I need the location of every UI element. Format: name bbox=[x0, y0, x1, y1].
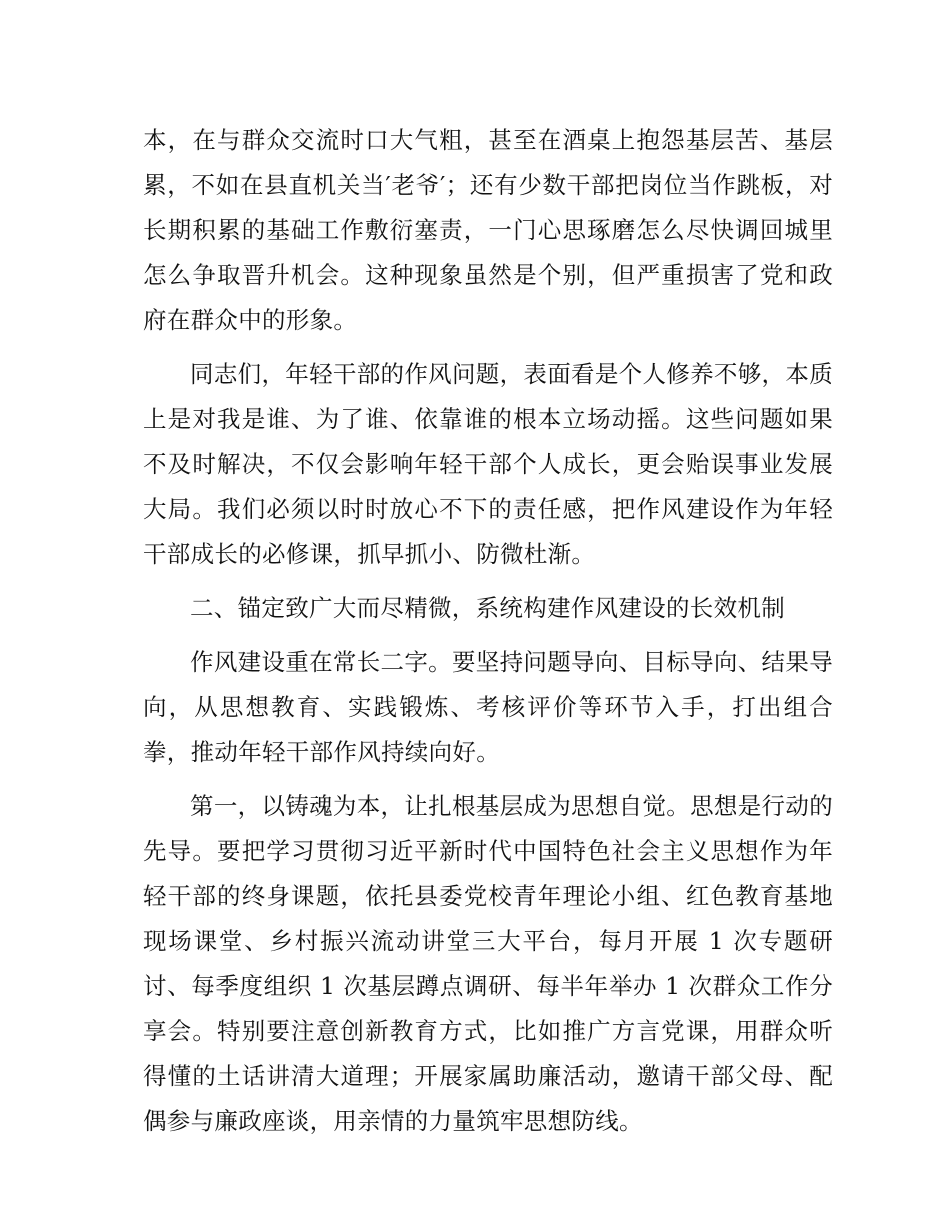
paragraph-work-style: 作风建设重在常长二字。要坚持问题导向、目标导向、结果导向，从思想教育、实践锻炼、考核评价等环节入手，打出组合拳，推动年轻干部作风持续向好。 bbox=[143, 648, 833, 766]
section-heading-two: 二、锚定致广大而尽精微，系统构建作风建设的长效机制 bbox=[190, 594, 785, 622]
document-body bbox=[143, 118, 833, 1153]
paragraph-first-point: 第一，以铸魂为本，让扎根基层成为思想自觉。思想是行动的先导。要把学习贯彻习近平新时代中国特色社会主义思想作为年轻干部的终身课题，依托县委党校青年理论小组、红色教育基地现场课堂、乡村振兴流动讲堂三大平台，每月开展 1 次专题研讨、每季度组织 1 次基层蹲点调研、每半年举办 1 次群众工作分享会。特别要注意创新教育方式，比如推广方言党课，用群众听得懂的土话讲清大道理；开展家属助廉活动，邀请干部父母、配偶参与廉政座谈，用亲情的力量筑牢思想防线。 bbox=[143, 792, 833, 1135]
paragraph-comrades: 同志们，年轻干部的作风问题，表面看是个人修养不够，本质上是对我是谁、为了谁、依靠谁的根本立场动摇。这些问题如果不及时解决，不仅会影响年轻干部个人成长，更会贻误事业发展大局。我们必须以时时放心不下的责任感，把作风建设作为年轻干部成长的必修课，抓早抓小、防微杜渐。 bbox=[143, 360, 833, 568]
paragraph-continuation: 本，在与群众交流时口大气粗，甚至在酒桌上抱怨基层苦、基层累，不如在县直机关当′老爷′；还有少数干部把岗位当作跳板，对长期积累的基础工作敷衍塞责，一门心思琢磨怎么尽快调回城里怎么争取晋升机会。这种现象虽然是个别，但严重损害了党和政府在群众中的形象。 bbox=[143, 126, 833, 334]
